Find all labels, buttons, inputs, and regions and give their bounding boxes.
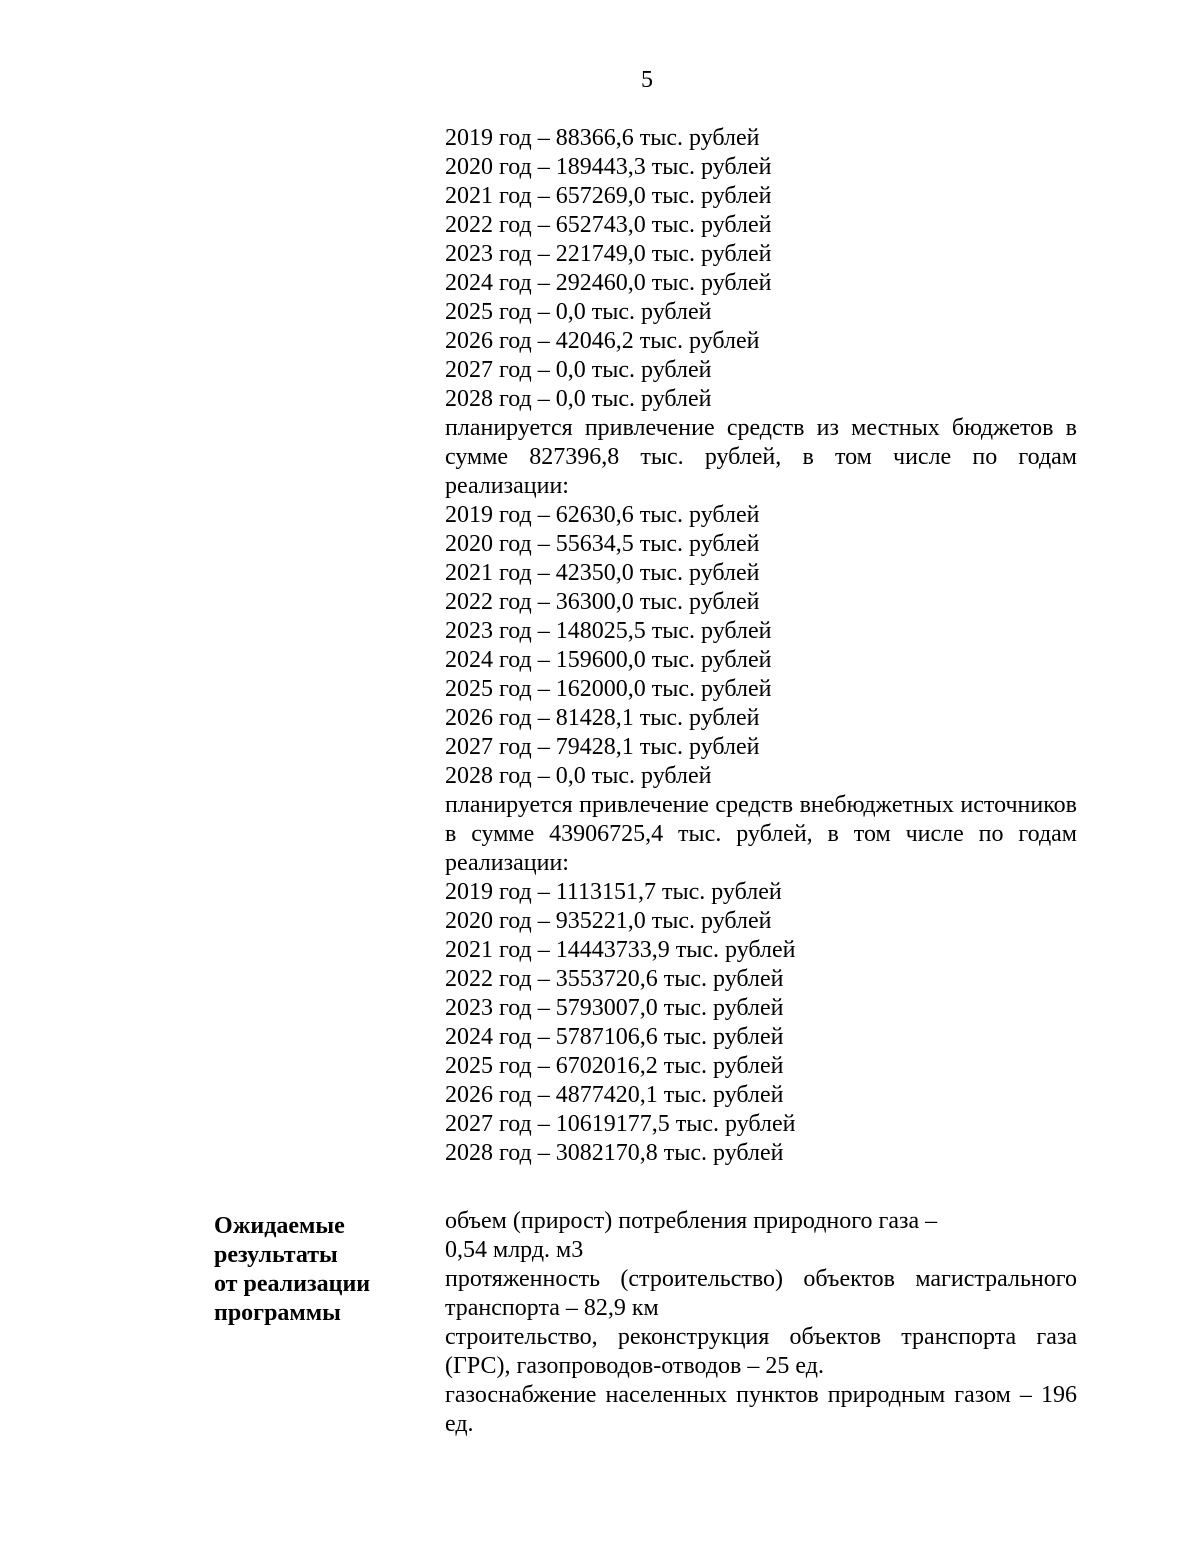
result-item-gas-transport-objects: строительство, реконструкция объектов транспорта газа (ГРС), газопроводов-отводов – 25 ед. [445,1324,1077,1379]
list-item: 2025 год – 6702016,2 тыс. рублей [445,1053,784,1079]
list-item: 2023 год – 5793007,0 тыс. рублей [445,995,784,1021]
expected-results-label [214,1212,414,1328]
list-item: 2027 год – 79428,1 тыс. рублей [445,734,760,760]
list-item: 2022 год – 3553720,6 тыс. рублей [445,966,784,992]
extrabudgetary-intro: планируется привлечение средств внебюджетных источников в сумме 43906725,4 тыс. рублей, в том числе по годам реализации: [445,792,1077,876]
local-budget-intro: планируется привлечение средств из местных бюджетов в сумме 827396,8 тыс. рублей, в том числе по годам реализации: [445,415,1077,499]
list-item: 2024 год – 292460,0 тыс. рублей [445,270,772,296]
list-item: 2026 год – 81428,1 тыс. рублей [445,705,760,731]
list-item: 2020 год – 55634,5 тыс. рублей [445,531,760,557]
list-item: 2021 год – 42350,0 тыс. рублей [445,560,760,586]
list-item: 2023 год – 148025,5 тыс. рублей [445,618,772,644]
label-line: Ожидаемые [214,1213,345,1239]
list-item: 2027 год – 0,0 тыс. рублей [445,357,712,383]
list-item: 2025 год – 0,0 тыс. рублей [445,299,712,325]
list-item: 2028 год – 0,0 тыс. рублей [445,386,712,412]
list-item: 2019 год – 1113151,7 тыс. рублей [445,879,782,905]
financing-section [445,124,1077,1168]
label-line: результаты [214,1242,338,1268]
list-item: 2028 год – 3082170,8 тыс. рублей [445,1140,784,1166]
expected-results-list [445,1207,1077,1439]
list-item: 2024 год – 159600,0 тыс. рублей [445,647,772,673]
extrabudgetary-year-list [445,878,1077,1168]
result-item-settlements-gasification: газоснабжение населенных пунктов природным газом – 196 ед. [445,1382,1077,1437]
list-item: 2023 год – 221749,0 тыс. рублей [445,241,772,267]
list-item: 2028 год – 0,0 тыс. рублей [445,763,712,789]
list-item: 2027 год – 10619177,5 тыс. рублей [445,1111,796,1137]
list-item: 2019 год – 62630,6 тыс. рублей [445,502,760,528]
result-item-gas-consumption: объем (прирост) потребления природного газа – 0,54 млрд. м3 [445,1208,938,1263]
label-line: от реализации [214,1271,371,1297]
list-item: 2021 год – 14443733,9 тыс. рублей [445,937,796,963]
label-line: программы [214,1300,341,1326]
list-item: 2020 год – 189443,3 тыс. рублей [445,154,772,180]
list-item: 2026 год – 4877420,1 тыс. рублей [445,1082,784,1108]
list-item: 2025 год – 162000,0 тыс. рублей [445,676,772,702]
result-item-pipeline-length: протяженность (строительство) объектов магистрального транспорта – 82,9 км [445,1266,1077,1321]
list-item: 2020 год – 935221,0 тыс. рублей [445,908,772,934]
list-item: 2019 год – 88366,6 тыс. рублей [445,125,760,151]
list-item: 2026 год – 42046,2 тыс. рублей [445,328,760,354]
local-year-list [445,501,1077,791]
regional-year-list [445,124,1077,414]
list-item: 2021 год – 657269,0 тыс. рублей [445,183,772,209]
list-item: 2022 год – 652743,0 тыс. рублей [445,212,772,238]
page-number: 5 [641,67,653,93]
list-item: 2024 год – 5787106,6 тыс. рублей [445,1024,784,1050]
list-item: 2022 год – 36300,0 тыс. рублей [445,589,760,615]
